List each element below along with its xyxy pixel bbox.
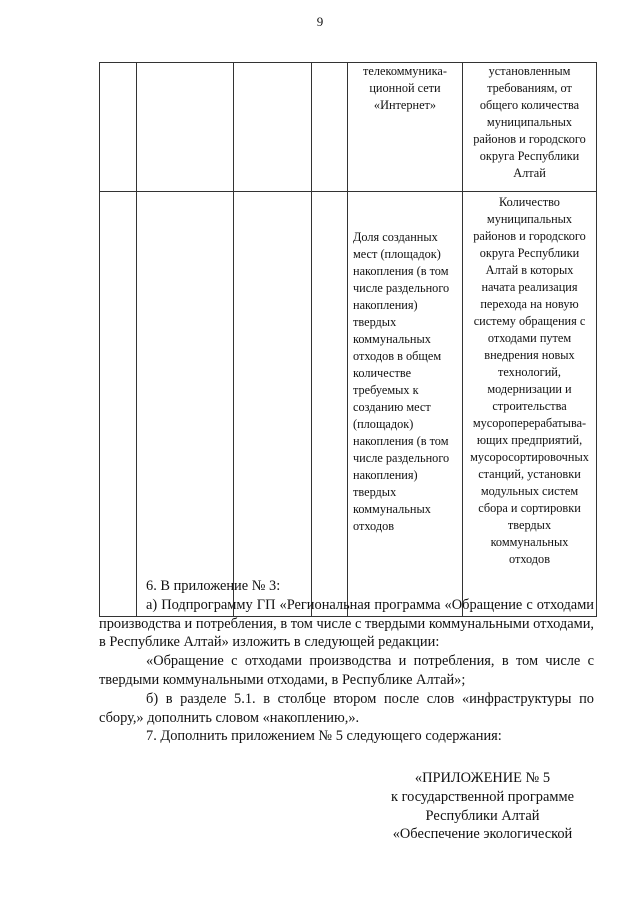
cell-text-line: станций, установки [478,467,581,481]
table-row [100,192,597,617]
cell-text-line: числе раздельного [353,451,450,465]
cell-text-line: требуемых к [353,383,419,397]
cell-text-line: округа Республики [479,149,580,163]
cell-text-line: районов и городского [473,132,586,146]
cell-text-line: Количество [499,195,560,209]
page-number: 9 [316,14,324,29]
cell-text-line: количестве [353,366,412,380]
cell-text-line: мест (площадок) [353,247,441,261]
appendix-subtitle-line: «Обеспечение экологической [392,826,573,843]
cell-text-line: муниципальных [486,115,573,129]
definition-cell [463,63,597,192]
appendix-subtitle-line: Республики Алтай [425,807,540,824]
indicators-table [99,62,597,617]
cell-text-line: отходов в общем [353,349,442,363]
cell-text-line: отходами путем [487,331,572,345]
cell-text-line: внедрения новых [484,348,575,362]
cell-text-line: отходов [508,552,551,566]
cell-text-line: муниципальных [486,212,573,226]
cell-text-line: установленным [488,64,571,78]
cell-text-line: телекоммуника- [363,64,447,78]
indicator-cell [348,192,463,617]
table-cell [137,63,234,192]
cell-text-line: накопления (в том [353,434,449,448]
cell-text-line: Доля созданных [353,230,438,244]
cell-text-line: начата реализация [481,280,578,294]
cell-text-line: накопления) [353,468,418,482]
cell-text-line: систему обращения с [473,314,586,328]
cell-text-line: ющих предприятий, [476,433,583,447]
appendix-heading [360,769,605,844]
table-cell [137,192,234,617]
cell-text-line: накопления (в том [353,264,449,278]
table-cell [312,63,348,192]
cell-text-line: округа Республики [479,246,580,260]
cell-text-line: районов и городского [473,229,586,243]
paragraph-item-6: 6. В приложение № 3: [146,578,281,594]
cell-text-line: твердых [353,485,397,499]
cell-text-line: технологий, [498,365,561,379]
table-cell [234,192,312,617]
cell-text-line: Алтай [513,166,546,180]
paragraph-item-7: 7. Дополнить приложением № 5 следующего содержания: [146,728,502,745]
cell-text-line: твердых [353,315,397,329]
cell-text-line: общего количества [479,98,580,112]
cell-text-line: мусоросортировочных [470,450,589,464]
cell-text-line: числе раздельного [353,281,450,295]
table-row [100,63,597,192]
indicator-cell [348,63,463,192]
cell-text-line: требованиям, от [487,81,572,95]
table-cell [100,63,137,192]
cell-text-line: Алтай в которых [485,263,574,277]
cell-text-line: сбора и сортировки [478,501,581,515]
cell-text-line: коммунальных [353,332,431,346]
cell-text-line: модульных систем [480,484,579,498]
paragraph-subitem-a: а) Подпрограмму ГП «Региональная программа «Обращение с отходами производства и потребления, в том числе с твердыми коммунальными отходами, в Республике Алтай» изложить в следующей редакции: [99,596,594,651]
cell-text-line: ционной сети [369,81,441,95]
cell-text-line: «Интернет» [373,98,437,112]
cell-text-line: (площадок) [353,417,414,431]
cell-text-line: перехода на новую [480,297,579,311]
cell-text-line: созданию мест [353,400,431,414]
cell-text-line: коммунальных [490,535,569,549]
table-cell [100,192,137,617]
definition-cell [463,192,597,617]
paragraph-quote: «Обращение с отходами производства и потребления, в том числе с твердыми коммунальными отходами, в Республике Алтай»; [99,653,594,688]
appendix-subtitle-line: к государственной программе [391,788,574,805]
cell-text-line: отходов [353,519,395,533]
cell-text-line: коммунальных [353,502,431,516]
table-cell [312,192,348,617]
paragraph-subitem-b: б) в разделе 5.1. в столбце втором после слов «инфраструктуры по сбору,» дополнить словом «накоплению,». [99,690,594,726]
cell-text-line: модернизации и [487,382,572,396]
cell-text-line: твердых [507,518,552,532]
table-cell [234,63,312,192]
cell-text-line: мусороперерабатыва- [472,416,587,430]
cell-text-line: строительства [492,399,567,413]
cell-text-line: накопления) [353,298,418,312]
appendix-title: «ПРИЛОЖЕНИЕ № 5 [414,770,551,786]
document-body [99,577,594,746]
